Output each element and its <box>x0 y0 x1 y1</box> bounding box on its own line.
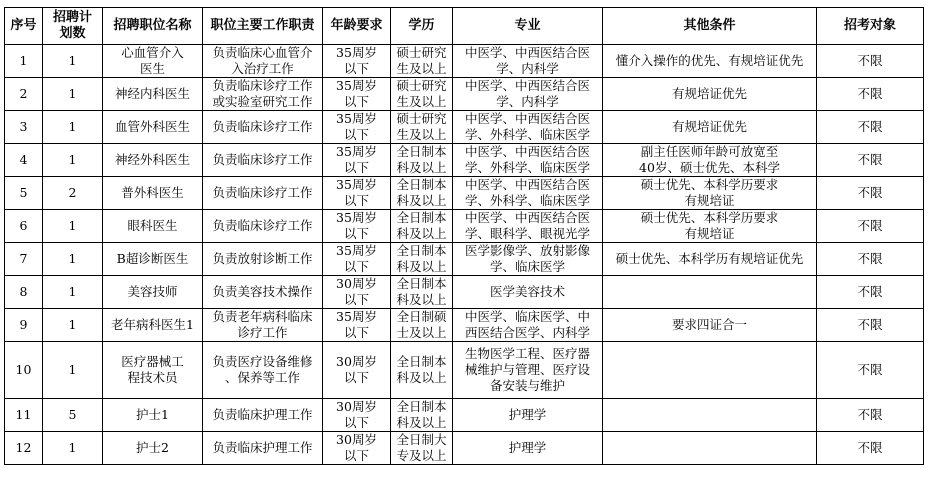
cell-duties-line: 负责临床诊疗工作 <box>212 218 313 233</box>
cell-target: 不限 <box>817 432 924 465</box>
recruitment-table <box>4 7 924 465</box>
cell-duties-line: 负责美容技术操作 <box>212 284 313 299</box>
cell-position <box>103 144 203 177</box>
header-target: 招考对象 <box>817 8 924 45</box>
cell-position <box>103 177 203 210</box>
cell-education <box>391 342 453 399</box>
cell-education <box>391 144 453 177</box>
table-row <box>5 177 924 210</box>
cell-position <box>103 45 203 78</box>
cell-age <box>323 309 391 342</box>
cell-major <box>453 432 603 465</box>
cell-position-line: 神经外科医生 <box>114 152 190 167</box>
cell-education <box>391 276 453 309</box>
cell-index: 12 <box>5 432 43 465</box>
cell-major-line: 医学影像学、放射影像 <box>464 243 590 258</box>
cell-major-line: 学、临床医学 <box>489 259 565 274</box>
cell-age <box>323 243 391 276</box>
cell-age <box>323 111 391 144</box>
cell-other-line: 要求四证合一 <box>671 317 747 332</box>
cell-plan: 1 <box>43 432 103 465</box>
cell-index: 7 <box>5 243 43 276</box>
cell-age <box>323 399 391 432</box>
cell-age-line: 35周岁 <box>336 45 377 60</box>
cell-major-line: 学、内科学 <box>496 61 559 76</box>
header-plan-line: 招聘计 <box>52 10 92 25</box>
cell-age-line: 30周岁 <box>336 399 377 414</box>
cell-duties-line: 负责老年病科临床 <box>212 309 313 324</box>
table-row <box>5 342 924 399</box>
cell-duties-line: 负责医疗设备维修 <box>212 354 313 369</box>
cell-education <box>391 432 453 465</box>
cell-other <box>603 45 817 78</box>
cell-target: 不限 <box>817 276 924 309</box>
header-age: 年龄要求 <box>323 8 391 45</box>
cell-position-line: 医生 <box>139 61 165 76</box>
header-row <box>5 8 924 45</box>
cell-duties-line: 负责临床诊疗工作 <box>212 152 313 167</box>
cell-age-line: 以下 <box>343 415 369 430</box>
cell-major <box>453 342 603 399</box>
cell-age-line: 30周岁 <box>336 276 377 291</box>
cell-plan: 5 <box>43 399 103 432</box>
cell-other <box>603 399 817 432</box>
cell-education-line: 硕士研究 <box>396 45 447 60</box>
cell-index: 8 <box>5 276 43 309</box>
cell-major <box>453 210 603 243</box>
cell-education-line: 科及以上 <box>396 193 447 208</box>
table-body <box>5 45 924 465</box>
header-other: 其他条件 <box>603 8 817 45</box>
cell-index: 10 <box>5 342 43 399</box>
cell-major-line: 护理学 <box>508 407 547 422</box>
cell-major <box>453 78 603 111</box>
cell-major-line: 学、外科学、临床医学 <box>464 127 590 142</box>
cell-other <box>603 309 817 342</box>
cell-major-line: 中医学、中西医结合医 <box>464 210 590 225</box>
cell-education <box>391 210 453 243</box>
cell-other <box>603 144 817 177</box>
cell-age-line: 35周岁 <box>336 210 377 225</box>
cell-major-line: 中医学、中西医结合医 <box>464 144 590 159</box>
cell-index: 3 <box>5 111 43 144</box>
cell-age-line: 以下 <box>343 160 369 175</box>
cell-duties-line: 或实验室研究工作 <box>212 94 313 109</box>
cell-age-line: 30周岁 <box>336 354 377 369</box>
cell-position <box>103 243 203 276</box>
cell-education-line: 科及以上 <box>396 415 447 430</box>
cell-age-line: 以下 <box>343 226 369 241</box>
cell-age-line: 以下 <box>343 448 369 463</box>
cell-target: 不限 <box>817 210 924 243</box>
cell-duties <box>203 342 323 399</box>
cell-duties-line: 负责临床护理工作 <box>212 440 313 455</box>
cell-plan: 1 <box>43 144 103 177</box>
cell-duties-line: 负责临床诊疗工作 <box>212 119 313 134</box>
cell-position <box>103 210 203 243</box>
cell-major <box>453 243 603 276</box>
cell-index: 1 <box>5 45 43 78</box>
cell-education-line: 全日制本 <box>396 144 447 159</box>
cell-position-line: 普外科医生 <box>121 185 184 200</box>
cell-plan: 1 <box>43 210 103 243</box>
cell-duties <box>203 243 323 276</box>
cell-plan: 1 <box>43 45 103 78</box>
cell-education <box>391 399 453 432</box>
cell-target: 不限 <box>817 342 924 399</box>
cell-plan: 1 <box>43 111 103 144</box>
cell-age <box>323 177 391 210</box>
cell-duties-line: 负责临床护理工作 <box>212 407 313 422</box>
cell-index: 9 <box>5 309 43 342</box>
cell-position <box>103 276 203 309</box>
cell-other-line: 有规培证 <box>684 193 735 208</box>
cell-education-line: 硕士研究 <box>396 78 447 93</box>
cell-other <box>603 243 817 276</box>
cell-position-line: 眼科医生 <box>127 218 178 233</box>
cell-education-line: 全日制本 <box>396 177 447 192</box>
cell-other <box>603 78 817 111</box>
cell-position-line: 神经内科医生 <box>114 86 190 101</box>
cell-major-line: 备安装与维护 <box>489 378 565 393</box>
cell-index: 2 <box>5 78 43 111</box>
cell-index: 4 <box>5 144 43 177</box>
cell-duties <box>203 276 323 309</box>
cell-education <box>391 111 453 144</box>
cell-position <box>103 432 203 465</box>
cell-position <box>103 399 203 432</box>
cell-major-line: 学、内科学 <box>496 94 559 109</box>
cell-other-line: 40岁、硕士优先、本科学 <box>639 160 780 175</box>
cell-major-line: 学、外科学、临床医学 <box>464 160 590 175</box>
cell-age-line: 以下 <box>343 61 369 76</box>
cell-plan: 1 <box>43 243 103 276</box>
cell-position <box>103 111 203 144</box>
cell-age-line: 30周岁 <box>336 432 377 447</box>
cell-major-line: 学、外科学、临床医学 <box>464 193 590 208</box>
cell-duties-line: 负责临床诊疗工作 <box>212 185 313 200</box>
cell-age-line: 以下 <box>343 370 369 385</box>
cell-age <box>323 342 391 399</box>
cell-education-line: 全日制本 <box>396 399 447 414</box>
cell-education-line: 全日制本 <box>396 243 447 258</box>
cell-plan: 2 <box>43 177 103 210</box>
cell-position-line: 医疗器械工 <box>121 354 184 369</box>
header-major: 专业 <box>453 8 603 45</box>
cell-major-line: 中医学、中西医结合医 <box>464 45 590 60</box>
table-row <box>5 45 924 78</box>
cell-education <box>391 309 453 342</box>
cell-other-line: 硕士优先、本科学历要求 <box>640 210 779 225</box>
cell-other <box>603 111 817 144</box>
cell-major <box>453 399 603 432</box>
cell-education-line: 专及以上 <box>396 448 447 463</box>
table-row <box>5 399 924 432</box>
cell-duties <box>203 432 323 465</box>
cell-age-line: 35周岁 <box>336 177 377 192</box>
cell-duties <box>203 210 323 243</box>
cell-major-line: 医学美容技术 <box>489 284 565 299</box>
cell-age-line: 以下 <box>343 259 369 274</box>
cell-target: 不限 <box>817 111 924 144</box>
cell-education-line: 科及以上 <box>396 259 447 274</box>
cell-other-line: 有规培证 <box>684 226 735 241</box>
cell-position-line: 老年病科医生1 <box>111 317 194 332</box>
cell-position-line: 血管外科医生 <box>114 119 190 134</box>
cell-major-line: 中医学、中西医结合医 <box>464 78 590 93</box>
cell-major <box>453 144 603 177</box>
cell-education-line: 生及以上 <box>396 61 447 76</box>
cell-age-line: 以下 <box>343 325 369 340</box>
cell-index: 11 <box>5 399 43 432</box>
cell-plan: 1 <box>43 78 103 111</box>
cell-plan: 1 <box>43 276 103 309</box>
cell-age-line: 35周岁 <box>336 111 377 126</box>
table-row <box>5 144 924 177</box>
cell-major <box>453 45 603 78</box>
header-plan <box>43 8 103 45</box>
cell-major <box>453 111 603 144</box>
cell-education-line: 全日制本 <box>396 354 447 369</box>
cell-duties-line: 负责临床诊疗工作 <box>212 78 313 93</box>
cell-education-line: 全日制大 <box>396 432 447 447</box>
cell-education-line: 硕士研究 <box>396 111 447 126</box>
cell-major <box>453 276 603 309</box>
cell-age <box>323 144 391 177</box>
cell-major-line: 中医学、中西医结合医 <box>464 177 590 192</box>
cell-education-line: 全日制本 <box>396 276 447 291</box>
cell-position-line: 程技术员 <box>127 370 178 385</box>
cell-position-line: 美容技师 <box>127 284 178 299</box>
cell-age-line: 35周岁 <box>336 309 377 324</box>
cell-plan: 1 <box>43 309 103 342</box>
cell-target: 不限 <box>817 177 924 210</box>
cell-index: 5 <box>5 177 43 210</box>
cell-major-line: 械维护与管理、医疗设 <box>464 362 590 377</box>
cell-education-line: 全日制本 <box>396 210 447 225</box>
cell-education <box>391 45 453 78</box>
cell-target: 不限 <box>817 45 924 78</box>
cell-age-line: 以下 <box>343 292 369 307</box>
cell-plan: 1 <box>43 342 103 399</box>
cell-other <box>603 276 817 309</box>
cell-age-line: 35周岁 <box>336 144 377 159</box>
cell-duties-line: 诊疗工作 <box>237 325 288 340</box>
cell-other-line: 硕士优先、本科学历有规培证优先 <box>615 251 804 266</box>
cell-major-line: 中医学、临床医学、中 <box>464 309 590 324</box>
cell-age <box>323 276 391 309</box>
cell-other <box>603 177 817 210</box>
header-index: 序号 <box>5 8 43 45</box>
cell-education <box>391 78 453 111</box>
cell-other-line: 有规培证优先 <box>671 119 747 134</box>
header-education: 学历 <box>391 8 453 45</box>
cell-duties-line: 、保养等工作 <box>224 370 300 385</box>
cell-other-line: 硕士优先、本科学历要求 <box>640 177 779 192</box>
cell-position-line: 护士2 <box>136 440 169 455</box>
cell-education-line: 士及以上 <box>396 325 447 340</box>
cell-other-line: 副主任医师年龄可放宽至 <box>640 144 779 159</box>
cell-other <box>603 210 817 243</box>
cell-education-line: 科及以上 <box>396 160 447 175</box>
table-row <box>5 210 924 243</box>
cell-position <box>103 78 203 111</box>
cell-index: 6 <box>5 210 43 243</box>
cell-major-line: 生物医学工程、医疗器 <box>464 346 590 361</box>
header-duties: 职位主要工作职责 <box>203 8 323 45</box>
cell-age-line: 35周岁 <box>336 243 377 258</box>
cell-age <box>323 210 391 243</box>
cell-position-line: 心血管介入 <box>121 45 184 60</box>
cell-other <box>603 432 817 465</box>
cell-duties-line: 入治疗工作 <box>231 61 294 76</box>
table-row <box>5 309 924 342</box>
cell-duties <box>203 111 323 144</box>
cell-major <box>453 309 603 342</box>
cell-duties <box>203 399 323 432</box>
cell-duties <box>203 78 323 111</box>
cell-duties <box>203 144 323 177</box>
cell-major-line: 中医学、中西医结合医 <box>464 111 590 126</box>
cell-education-line: 全日制硕 <box>396 309 447 324</box>
cell-position <box>103 309 203 342</box>
cell-education-line: 生及以上 <box>396 127 447 142</box>
cell-duties <box>203 309 323 342</box>
cell-major <box>453 177 603 210</box>
cell-education-line: 科及以上 <box>396 226 447 241</box>
cell-age-line: 以下 <box>343 127 369 142</box>
cell-major-line: 西医结合医学、内科学 <box>464 325 590 340</box>
cell-age <box>323 45 391 78</box>
header-plan-line: 划数 <box>59 26 86 41</box>
cell-education <box>391 243 453 276</box>
table-row <box>5 78 924 111</box>
cell-position-line: 护士1 <box>136 407 169 422</box>
cell-age-line: 以下 <box>343 94 369 109</box>
cell-target: 不限 <box>817 399 924 432</box>
cell-education-line: 科及以上 <box>396 370 447 385</box>
cell-target: 不限 <box>817 243 924 276</box>
cell-duties <box>203 177 323 210</box>
cell-position <box>103 342 203 399</box>
cell-position-line: B超诊断医生 <box>116 251 189 266</box>
cell-age <box>323 78 391 111</box>
cell-major-line: 学、眼科学、眼视光学 <box>464 226 590 241</box>
table-row <box>5 276 924 309</box>
cell-education <box>391 177 453 210</box>
cell-duties <box>203 45 323 78</box>
table-row <box>5 243 924 276</box>
header-position: 招聘职位名称 <box>103 8 203 45</box>
table-row <box>5 432 924 465</box>
cell-target: 不限 <box>817 144 924 177</box>
cell-duties-line: 负责临床心血管介 <box>212 45 313 60</box>
table-row <box>5 111 924 144</box>
cell-other <box>603 342 817 399</box>
cell-major-line: 护理学 <box>508 440 547 455</box>
cell-age-line: 以下 <box>343 193 369 208</box>
cell-target: 不限 <box>817 78 924 111</box>
cell-age <box>323 432 391 465</box>
cell-education-line: 科及以上 <box>396 292 447 307</box>
cell-other-line: 懂介入操作的优先、有规培证优先 <box>615 53 804 68</box>
cell-age-line: 35周岁 <box>336 78 377 93</box>
cell-education-line: 生及以上 <box>396 94 447 109</box>
cell-other-line: 有规培证优先 <box>671 86 747 101</box>
cell-target: 不限 <box>817 309 924 342</box>
cell-duties-line: 负责放射诊断工作 <box>212 251 313 266</box>
